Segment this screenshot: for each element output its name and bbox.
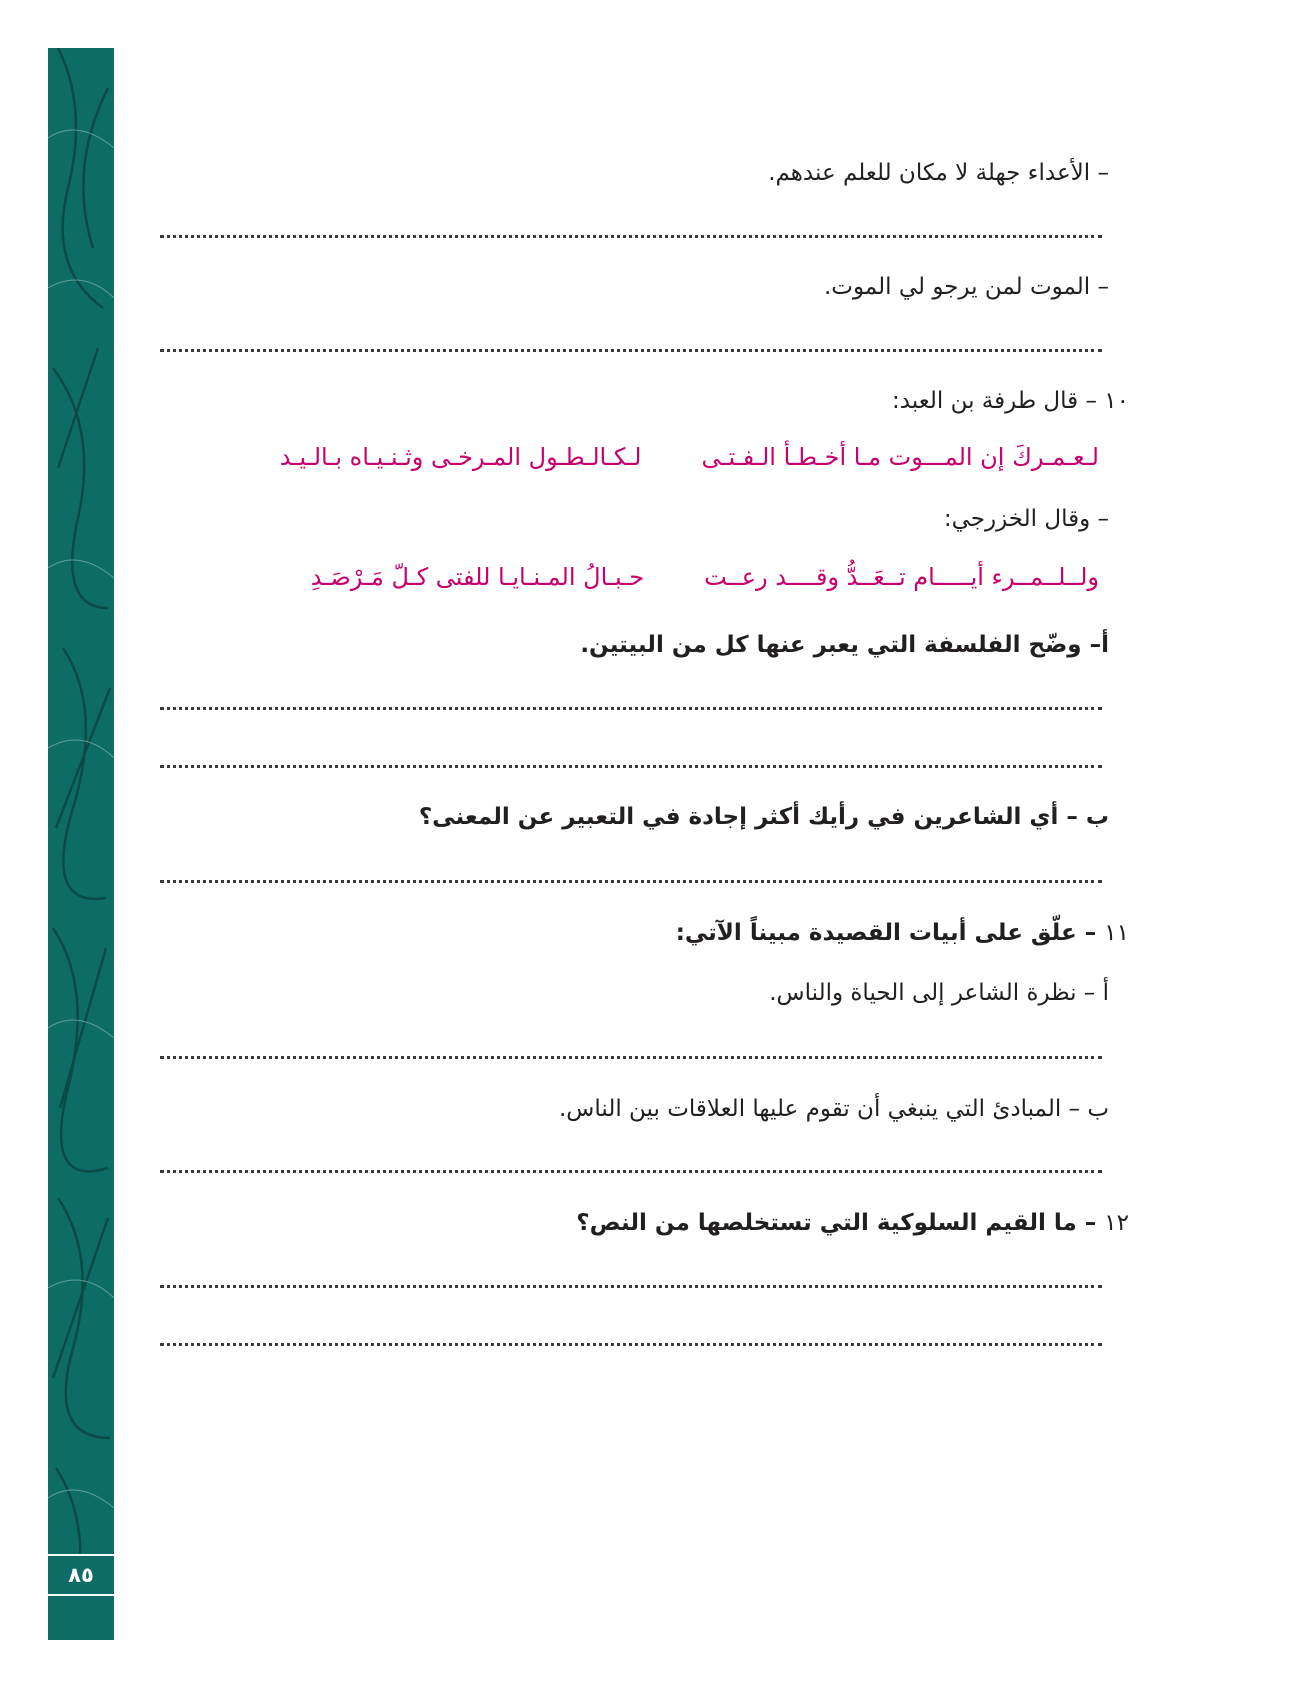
verse-tarafa-first-hemistich: لـعـمـركَ إن المـــوت مـا أخـطـأ الـفـتـى bbox=[701, 443, 1099, 471]
verse-tarafa bbox=[280, 440, 1099, 474]
question-12-text: – ما القيم السلوكية التي تستخلصها من النص؟ bbox=[576, 1210, 1097, 1236]
question-10-b: ب – أي الشاعرين في رأيك أكثر إجادة في التعبير عن المعنى؟ bbox=[418, 804, 1109, 830]
question-10-intro-text: – قال طرفة بن العبد: bbox=[892, 388, 1097, 414]
question-12 bbox=[576, 1206, 1129, 1240]
answer-line bbox=[160, 1170, 1102, 1173]
question-10-intro bbox=[892, 384, 1129, 418]
answer-line bbox=[160, 235, 1102, 238]
answer-line bbox=[160, 1343, 1102, 1346]
band-pattern bbox=[48, 48, 114, 1640]
question-11-intro bbox=[676, 916, 1129, 950]
verse-khazraji bbox=[311, 560, 1099, 594]
verse-khazraji-first-hemistich: ولــلــمــرء أيـــــام تــعَــدُّ وقــــد رعــت bbox=[704, 563, 1099, 591]
question-12-number: ١٢ bbox=[1104, 1210, 1129, 1236]
answer-line bbox=[160, 1285, 1102, 1288]
question-10-a: أ– وضّح الفلسفة التي يعبر عنها كل من البيتين. bbox=[580, 632, 1109, 658]
question-11-number: ١١ bbox=[1104, 920, 1129, 946]
question-11-a: أ – نظرة الشاعر إلى الحياة والناس. bbox=[769, 980, 1109, 1006]
statement-enemies-ignorant: – الأعداء جهلة لا مكان للعلم عندهم. bbox=[768, 160, 1109, 186]
question-10-number: ١٠ bbox=[1104, 388, 1129, 414]
answer-line bbox=[160, 707, 1102, 710]
verse-tarafa-second-hemistich: لـكـالـطـول المـرخـى وثـنـيـاه بـالـيـد bbox=[279, 443, 642, 471]
question-11-intro-text: – علّق على أبيات القصيدة مبيناً الآتي: bbox=[675, 920, 1097, 946]
answer-line bbox=[160, 880, 1102, 883]
answer-line bbox=[160, 765, 1102, 768]
answer-line bbox=[160, 349, 1102, 352]
verse-khazraji-second-hemistich: حـبـالُ المـنـايـا للفتى كـلّ مَـرْصَـدِ bbox=[310, 563, 645, 591]
side-decorative-band bbox=[48, 48, 114, 1640]
answer-line bbox=[160, 1056, 1102, 1059]
page-number: ٨٥ bbox=[48, 1554, 114, 1596]
question-11-b: ب – المبادئ التي ينبغي أن تقوم عليها العلاقات بين الناس. bbox=[559, 1096, 1109, 1122]
question-10-second-intro: – وقال الخزرجي: bbox=[943, 506, 1109, 532]
statement-death-wishers: – الموت لمن يرجو لي الموت. bbox=[823, 274, 1109, 300]
